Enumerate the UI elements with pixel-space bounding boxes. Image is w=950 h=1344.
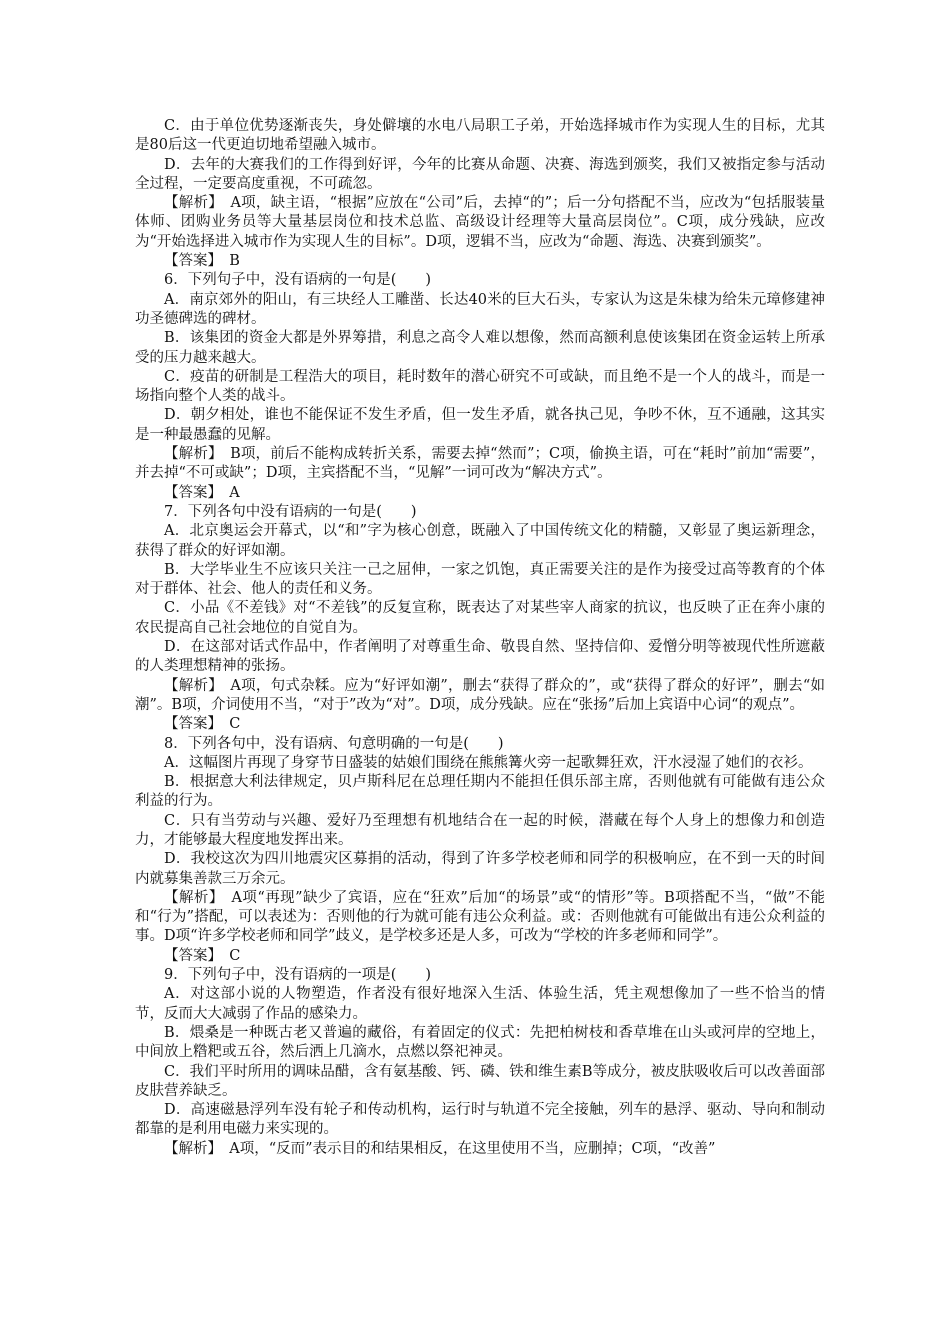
answer-line: 【答案】 C	[164, 716, 241, 733]
analysis-paragraph: 【解析】 A项“再现”缺少了宾语，应在“狂欢”后加“的场景”或“的情形”等。B项搭配不当，“做”不能和“行为”搭配，可以表述为：否则他的行为就可能有违公众利益。或：否则他就有可能做出有违公众利益的事。D项“许多学校老师和同学”歧义，是学校多还是人多，可改为“学校的许多老师和同学”。	[135, 889, 825, 945]
option: D．在这部对话式作品中，作者阐明了对尊重生命、敬畏自然、坚持信仰、爱憎分明等被现代性所遮蔽的人类理想精神的张扬。	[135, 639, 825, 675]
paragraph: C．由于单位优势逐渐丧失，身处僻壤的水电八局职工子弟，开始选择城市作为实现人生的目标，尤其是80后这一代更迫切地希望融入城市。	[135, 118, 825, 154]
analysis-paragraph: 【解析】 B项，前后不能构成转折关系，需要去掉“然而”；C项，偷换主语，可在“耗时”前加“需要”，并去掉“不可或缺”；D项，主宾搭配不当，“见解”一词可改为“解决方式”。	[135, 446, 825, 482]
question-stem: 9．下列句子中，没有语病的一项是( )	[164, 967, 432, 984]
option: C．我们平时所用的调味品醋，含有氨基酸、钙、磷、铁和维生素B等成分，被皮肤吸收后可以改善面部皮肤营养缺乏。	[135, 1063, 825, 1099]
question-stem: 6．下列句子中，没有语病的一句是( )	[164, 272, 432, 289]
option: D．高速磁悬浮列车没有轮子和传动机构，运行时与轨道不完全接触，列车的悬浮、驱动、导向和制动都靠的是利用电磁力来实现的。	[135, 1102, 825, 1138]
option: A．对这部小说的人物塑造，作者没有很好地深入生活、体验生活，凭主观想像加了一些不恰当的情节，反而大大减弱了作品的感染力。	[135, 986, 825, 1022]
option: B．煨桑是一种既古老又普遍的藏俗，有着固定的仪式：先把柏树枝和香草堆在山头或河岸的空地上，中间放上糌粑或五谷，然后洒上几滴水，点燃以祭祀神灵。	[135, 1024, 825, 1061]
option: C．小品《不差钱》对“不差钱”的反复宣称，既表达了对某些宰人商家的抗议，也反映了正在奔小康的农民提高自己社会地位的自觉自为。	[135, 600, 825, 636]
option: B．该集团的资金大都是外界筹措，利息之高令人难以想像，然而高额利息使该集团在资金运转上所承受的压力越来越大。	[135, 330, 825, 366]
option: A．北京奥运会开幕式，以“和”字为核心创意，既融入了中国传统文化的精髓，又彰显了奥运新理念，获得了群众的好评如潮。	[135, 523, 825, 559]
analysis-paragraph: 【解析】 A项，“反而”表示目的和结果相反，在这里使用不当，应删掉；C项，“改善”	[164, 1140, 716, 1157]
option: D．朝夕相处，谁也不能保证不发生矛盾，但一发生矛盾，就各执己见，争吵不休，互不通融，这其实是一种最愚蠢的见解。	[135, 407, 825, 443]
option: D．我校这次为四川地震灾区募捐的活动，得到了许多学校老师和同学的积极响应，在不到一天的时间内就募集善款三万余元。	[135, 851, 825, 887]
answer-line: 【答案】 B	[164, 253, 240, 270]
option: C．疫苗的研制是工程浩大的项目，耗时数年的潜心研究不可或缺，而且绝不是一个人的战斗，而是一场指向整个人类的战斗。	[135, 368, 825, 405]
option: A．南京郊外的阳山，有三块经人工雕凿、长达40米的巨大石头，专家认为这是朱棣为给朱元璋修建神功圣德碑选的碑材。	[135, 291, 825, 327]
option: B．根据意大利法律规定，贝卢斯科尼在总理任期内不能担任俱乐部主席，否则他就有可能做有违公众利益的行为。	[135, 774, 825, 810]
question-stem: 8．下列各句中，没有语病、句意明确的一句是( )	[164, 735, 504, 752]
question-stem: 7．下列各句中没有语病的一句是( )	[164, 503, 417, 520]
answer-line: 【答案】 A	[164, 484, 240, 501]
analysis-paragraph: 【解析】 A项，句式杂糅。应为“好评如潮”，删去“获得了群众的”，或“获得了群众的好评”，删去“如潮”。B项，介词使用不当，“对于”改为“对”。D项，成分残缺。应在“张扬”后加上宾语中心词“的观点”。	[135, 677, 825, 713]
paragraph: D．去年的大赛我们的工作得到好评，今年的比赛从命题、决赛、海选到颁奖，我们又被指定参与活动全过程，一定要高度重视，不可疏忽。	[135, 156, 825, 192]
option: A．这幅图片再现了身穿节日盛装的姑娘们围绕在熊熊篝火旁一起歌舞狂欢，汗水浸湿了她们的衣衫。	[164, 754, 813, 771]
analysis-paragraph: 【解析】 A项，缺主语，“根据”应放在“公司”后，去掉“的”；后一分句搭配不当，应改为“包括服装量体师、团购业务员等大量基层岗位和技术总监、高级设计经理等大量高层岗位”。C项，成分残缺，应改为“开始选择进入城市作为实现人生的目标”。D项，逻辑不当，应改为“命题、海选、决赛到颁奖”。	[135, 195, 825, 250]
answer-line: 【答案】 C	[164, 947, 241, 964]
option: B．大学毕业生不应该只关注一己之屈伸，一家之饥饱，真正需要关注的是作为接受过高等教育的个体对于群体、社会、他人的责任和义务。	[135, 561, 825, 598]
option: C．只有当劳动与兴趣、爱好乃至理想有机地结合在一起的时候，潜藏在每个人身上的想像力和创造力，才能够最大程度地发挥出来。	[135, 812, 825, 848]
